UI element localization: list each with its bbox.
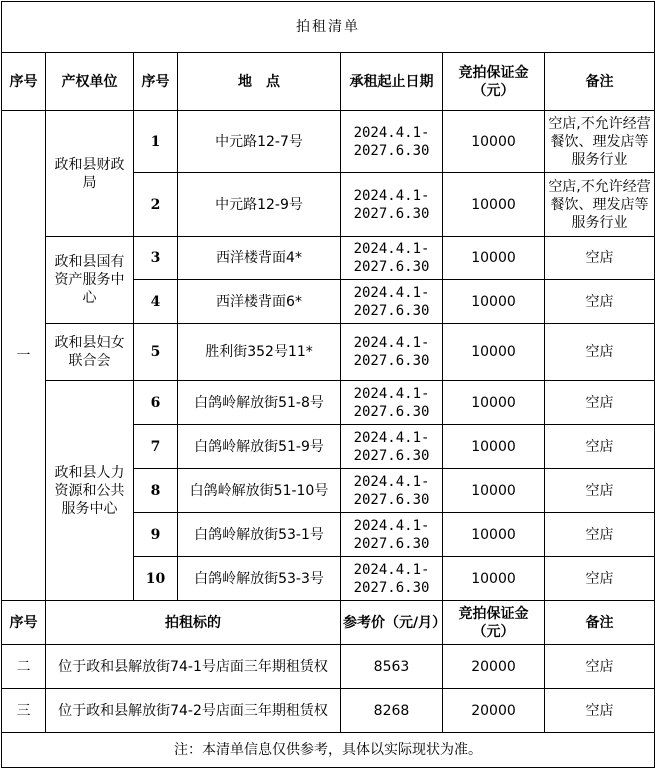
period-start: 2024.4.1-	[353, 335, 430, 351]
row-number: 2	[134, 173, 178, 237]
location-cell: 白鸽岭解放街51-10号	[178, 469, 341, 513]
location-cell: 西洋楼背面6*	[178, 280, 341, 324]
period-cell	[341, 237, 443, 280]
deposit-cell: 10000	[443, 111, 545, 173]
location-cell: 中元路12-9号	[178, 173, 341, 237]
remark-cell: 空店	[545, 280, 655, 324]
remark-cell: 空店	[545, 237, 655, 280]
header-sub-index: 序号	[134, 53, 178, 111]
page-title: 拍租清单	[2, 2, 655, 53]
remark-cell: 空店	[545, 557, 655, 601]
row-number: 6	[134, 381, 178, 425]
row-number: 4	[134, 280, 178, 324]
header-remark: 备注	[545, 601, 655, 645]
table-row	[2, 111, 655, 173]
table-row	[2, 689, 655, 733]
location-cell: 中元路12-7号	[178, 111, 341, 173]
period-start: 2024.4.1-	[353, 561, 430, 578]
auction-list-table	[1, 1, 655, 768]
deposit-cell: 20000	[443, 689, 545, 733]
deposit-cell: 10000	[443, 324, 545, 381]
section1-header-row	[2, 53, 655, 111]
location-cell: 胜利街352号11*	[178, 324, 341, 381]
row-number: 7	[134, 425, 178, 469]
remark-cell: 空店,不允许经营餐饮、理发店等服务行业	[545, 111, 655, 173]
deposit-cell: 10000	[443, 280, 545, 324]
period-start: 2024.4.1-	[353, 187, 430, 204]
header-target: 拍租标的	[46, 601, 341, 645]
table-row	[2, 645, 655, 689]
table-row	[2, 324, 655, 381]
period-cell	[341, 280, 443, 324]
row-number: 10	[134, 557, 178, 601]
period-start: 2024.4.1-	[353, 124, 430, 141]
owner-cell: 政和县妇女联合会	[46, 324, 134, 381]
period-start: 2024.4.1-	[353, 241, 430, 257]
header-ref-price: 参考价（元/月）	[341, 601, 443, 645]
period-cell	[341, 557, 443, 601]
period-cell	[341, 513, 443, 557]
period-start: 2024.4.1-	[353, 429, 430, 446]
header-period: 承租起止日期	[341, 53, 443, 111]
period-end: 2027.6.30	[353, 259, 430, 275]
period-end: 2027.6.30	[353, 579, 430, 596]
note-row	[2, 733, 655, 768]
target-cell: 位于政和县解放街74-1号店面三年期租赁权	[46, 645, 341, 689]
deposit-cell: 10000	[443, 381, 545, 425]
period-end: 2027.6.30	[353, 302, 430, 319]
deposit-cell: 10000	[443, 237, 545, 280]
row-number: 3	[134, 237, 178, 280]
owner-cell: 政和县国有资产服务中心	[46, 237, 134, 324]
table-row	[2, 237, 655, 280]
row-number: 9	[134, 513, 178, 557]
period-end: 2027.6.30	[353, 403, 430, 420]
period-start: 2024.4.1-	[353, 385, 430, 402]
deposit-cell: 10000	[443, 557, 545, 601]
deposit-cell: 10000	[443, 513, 545, 557]
period-end: 2027.6.30	[353, 491, 430, 508]
deposit-cell: 10000	[443, 173, 545, 237]
row-index: 二	[2, 645, 46, 689]
period-cell	[341, 111, 443, 173]
remark-cell: 空店	[545, 645, 655, 689]
owner-cell: 政和县财政局	[46, 111, 134, 237]
row-number: 5	[134, 324, 178, 381]
period-cell	[341, 381, 443, 425]
period-end: 2027.6.30	[353, 205, 430, 222]
header-index: 序号	[2, 53, 46, 111]
period-end: 2027.6.30	[353, 447, 430, 464]
header-owner: 产权单位	[46, 53, 134, 111]
period-start: 2024.4.1-	[353, 284, 430, 301]
row-number: 1	[134, 111, 178, 173]
remark-cell: 空店	[545, 425, 655, 469]
remark-cell: 空店	[545, 324, 655, 381]
period-cell	[341, 173, 443, 237]
location-cell: 白鸽岭解放街51-9号	[178, 425, 341, 469]
location-cell: 白鸽岭解放街51-8号	[178, 381, 341, 425]
header-remark: 备注	[545, 53, 655, 111]
header-deposit: 竞拍保证金（元）	[443, 601, 545, 645]
owner-cell: 政和县人力资源和公共服务中心	[46, 381, 134, 601]
period-cell	[341, 324, 443, 381]
header-location: 地 点	[178, 53, 341, 111]
remark-cell: 空店,不允许经营餐饮、理发店等服务行业	[545, 173, 655, 237]
remark-cell: 空店	[545, 689, 655, 733]
location-cell: 白鸽岭解放街53-3号	[178, 557, 341, 601]
deposit-cell: 20000	[443, 645, 545, 689]
header-index: 序号	[2, 601, 46, 645]
period-end: 2027.6.30	[353, 535, 430, 552]
deposit-cell: 10000	[443, 469, 545, 513]
ref-price-cell: 8563	[341, 645, 443, 689]
period-start: 2024.4.1-	[353, 517, 430, 534]
period-end: 2027.6.30	[353, 353, 430, 369]
table-row	[2, 381, 655, 425]
remark-cell: 空店	[545, 469, 655, 513]
period-start: 2024.4.1-	[353, 473, 430, 490]
deposit-cell: 10000	[443, 425, 545, 469]
location-cell: 白鸽岭解放街53-1号	[178, 513, 341, 557]
footnote: 注：本清单信息仅供参考，具体以实际现状为准。	[2, 733, 655, 768]
group-index: 一	[2, 111, 46, 601]
section2-header-row	[2, 601, 655, 645]
header-deposit: 竞拍保证金（元）	[443, 53, 545, 111]
period-cell	[341, 425, 443, 469]
row-number: 8	[134, 469, 178, 513]
ref-price-cell: 8268	[341, 689, 443, 733]
target-cell: 位于政和县解放街74-2号店面三年期租赁权	[46, 689, 341, 733]
remark-cell: 空店	[545, 513, 655, 557]
remark-cell: 空店	[545, 381, 655, 425]
row-index: 三	[2, 689, 46, 733]
period-end: 2027.6.30	[353, 142, 430, 159]
location-cell: 西洋楼背面4*	[178, 237, 341, 280]
period-cell	[341, 469, 443, 513]
